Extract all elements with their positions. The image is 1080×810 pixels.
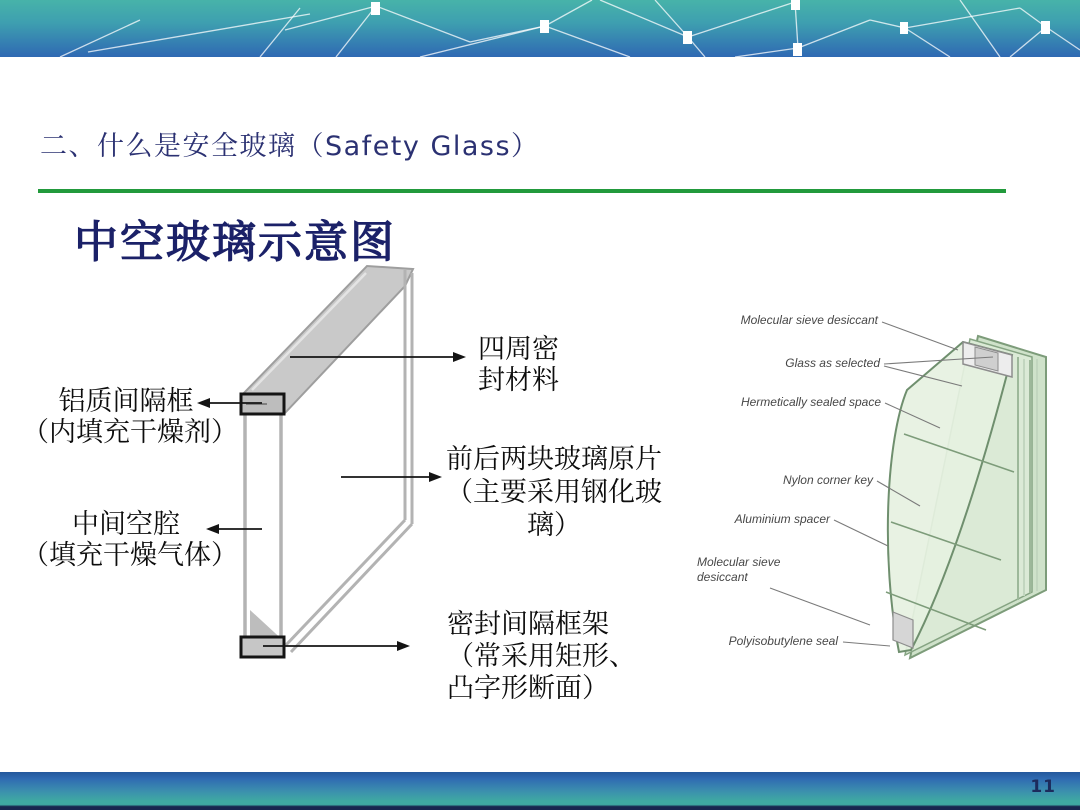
label-line: 中间空腔 — [72, 509, 180, 540]
label-line: （常采用矩形、 — [447, 641, 636, 672]
label-line: 前后两块玻璃原片 — [446, 444, 662, 475]
slide-title: 二、什么是安全玻璃（Safety Glass） — [40, 131, 540, 162]
label-air-cavity — [22, 509, 238, 571]
page-number: 11 — [1030, 777, 1056, 797]
label-line: （主要采用钢化玻 — [446, 477, 662, 508]
bottom-spacer-rect — [241, 637, 284, 657]
label-line: 璃） — [527, 510, 581, 541]
label-line: （内填充干燥剂） — [22, 417, 238, 448]
label-line: 密封间隔框架 — [447, 609, 609, 640]
label-line: 封材料 — [478, 365, 559, 396]
label-molecular-sieve-desiccant-bottom — [697, 555, 780, 585]
glass-unit-drawing — [241, 266, 413, 657]
label-line: 四周密 — [478, 334, 559, 365]
label-polyisobutylene-seal: Polyisobutylene seal — [728, 634, 838, 648]
igu-corner-drawing — [886, 336, 1046, 658]
label-spacer-frame — [447, 609, 636, 705]
label-line: 凸字形断面） — [447, 673, 609, 704]
label-nylon-corner-key: Nylon corner key — [782, 473, 873, 487]
label-line: Molecular sieve — [697, 555, 781, 569]
label-seal-material — [478, 334, 559, 396]
label-line: 铝质间隔框 — [58, 386, 194, 417]
label-aluminum-spacer — [22, 386, 238, 448]
label-line: （填充干燥气体） — [22, 540, 238, 571]
footer-banner — [0, 772, 1080, 810]
label-aluminium-spacer: Aluminium spacer — [734, 512, 830, 526]
callout-arrows — [197, 352, 466, 651]
label-molecular-sieve-desiccant-top: Molecular sieve desiccant — [740, 313, 878, 327]
label-glass-as-selected: Glass as selected — [785, 356, 880, 370]
label-glass-sheets — [428, 443, 680, 542]
label-hermetically-sealed-space: Hermetically sealed space — [740, 395, 881, 409]
section-heading: 中空玻璃示意图 — [74, 217, 396, 268]
label-line: desiccant — [697, 570, 748, 584]
